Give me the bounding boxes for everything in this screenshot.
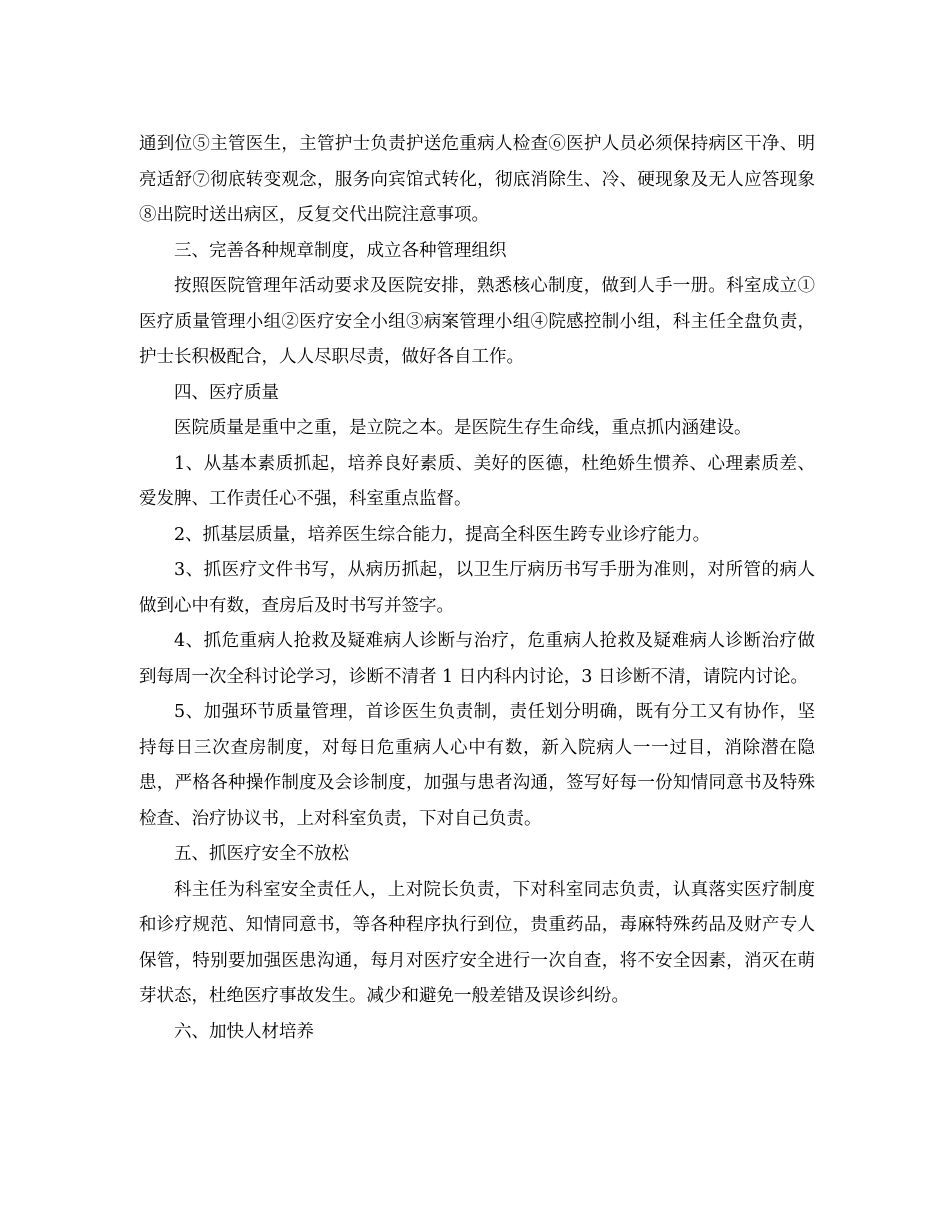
- list-item-3: 3、抓医疗文件书写，从病历抓起，以卫生厅病历书写手册为准则，对所管的病人做到心中有数，查房后及时书写并签字。: [139, 560, 815, 616]
- list-item-4: 4、抓危重病人抢救及疑难病人诊断与治疗，危重病人抢救及疑难病人诊断治疗做到每周一次全科讨论学习，诊断不清者 1 日内科内讨论，3 日诊断不清，请院内讨论。: [139, 631, 815, 687]
- list-item-5: 5、加强环节质量管理，首诊医生负责制，责任划分明确，既有分工又有协作，坚持每日三次查房制度，对每日危重病人心中有数，新入院病人一一过目，消除潜在隐患，严格各种操作制度及会诊制度，加强与患者沟通，签写好每一份知情同意书及特殊检查、治疗协议书，上对科室负责，下对自己负责。: [139, 702, 815, 829]
- list-item-1: 1、从基本素质抓起，培养良好素质、美好的医德，杜绝娇生惯养、心理素质差、爱发脾、工作责任心不强，科室重点监督。: [139, 453, 815, 509]
- section-heading-5: 五、抓医疗安全不放松: [174, 844, 349, 864]
- paragraph: 按照医院管理年活动要求及医院安排，熟悉核心制度，做到人手一册。科室成立①医疗质量管理小组②医疗安全小组③病案管理小组④院感控制小组，科主任全盘负责，护士长积极配合，人人尽职尽责，做好各自工作。: [139, 276, 815, 367]
- paragraph-continuation: 通到位⑤主管医生，主管护士负责护送危重病人检查⑥医护人员必须保持病区干净、明亮适舒⑦彻底转变观念，服务向宾馆式转化，彻底消除生、冷、硬现象及无人应答现象⑧出院时送出病区，反复交代出院注意事项。: [139, 134, 815, 225]
- section-heading-4: 四、医疗质量: [174, 382, 279, 403]
- paragraph: 医院质量是重中之重，是立院之本。是医院生存生命线，重点抓内涵建设。: [174, 418, 752, 438]
- list-item-2: 2、抓基层质量，培养医生综合能力，提高全科医生跨专业诊疗能力。: [174, 524, 711, 545]
- document-body: [139, 127, 815, 1050]
- section-heading-6: 六、加快人材培养: [174, 1021, 314, 1042]
- paragraph: 科主任为科室安全责任人，上对院长负责，下对科室同志负责，认真落实医疗制度和诊疗规范、知情同意书，等各种程序执行到位，贵重药品，毒麻特殊药品及财产专人保管，特别要加强医患沟通，每月对医疗安全进行一次自查，将不安全因素，消灭在萌芽状态，杜绝医疗事故发生。减少和避免一般差错及误诊纠纷。: [139, 879, 815, 1006]
- section-heading-3: 三、完善各种规章制度，成立各种管理组织: [174, 240, 507, 261]
